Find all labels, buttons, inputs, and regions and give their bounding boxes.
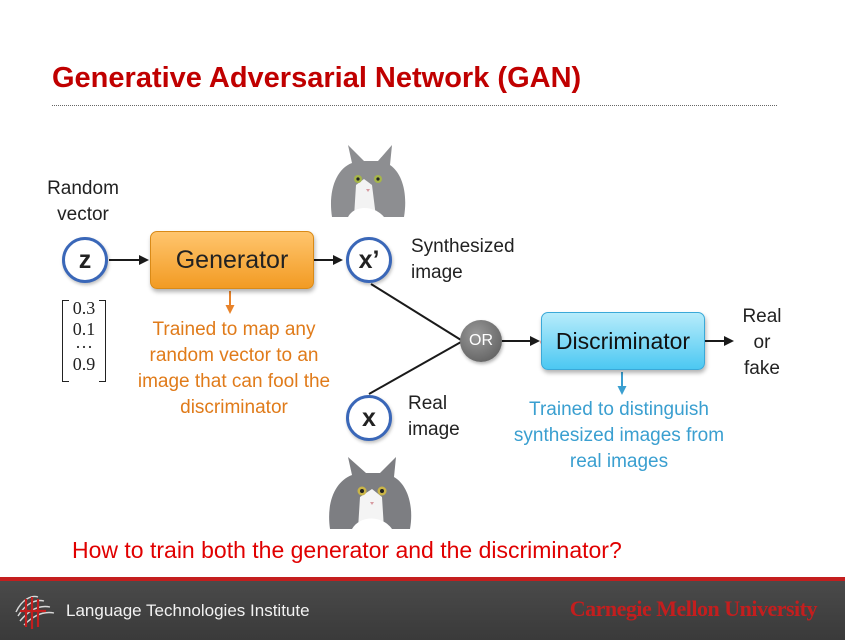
or-node: OR (460, 320, 502, 362)
footer-institute-name: Language Technologies Institute (66, 601, 310, 620)
vector-value: 0.1 (72, 319, 96, 339)
footer-university-name: Carnegie Mellon University (569, 596, 817, 621)
real-or-fake-output: Real or fake (742, 306, 782, 379)
discriminator-box: Discriminator (541, 312, 705, 370)
vector-value: ··· (75, 337, 93, 357)
lti-logo-icon (12, 589, 60, 635)
discriminator-note: Trained to distinguish synthesized images from real images (513, 399, 725, 472)
generator-note: Trained to map any random vector to an image that can fool the discriminator (137, 319, 331, 418)
z-node: z (62, 237, 108, 283)
line-x-to-or (369, 342, 461, 394)
line-xprime-to-or (371, 284, 461, 340)
synthesized-image-label: Synthesized image (411, 236, 515, 283)
slide-title: Generative Adversarial Network (GAN) (52, 62, 582, 94)
real-image-label: Real image (408, 393, 460, 440)
real-cat-image (316, 455, 426, 529)
training-question: How to train both the generator and the discriminator? (72, 537, 622, 563)
random-vector-matrix (62, 298, 106, 382)
x-prime-node: x’ (346, 237, 392, 283)
synthesized-cat-image (314, 143, 414, 217)
vector-value: 0.9 (72, 354, 96, 374)
random-vector-label: Random vector (47, 178, 119, 225)
vector-value: 0.3 (72, 298, 96, 318)
footer-bar (0, 577, 845, 640)
generator-box: Generator (150, 231, 314, 289)
x-node: x (346, 395, 392, 441)
